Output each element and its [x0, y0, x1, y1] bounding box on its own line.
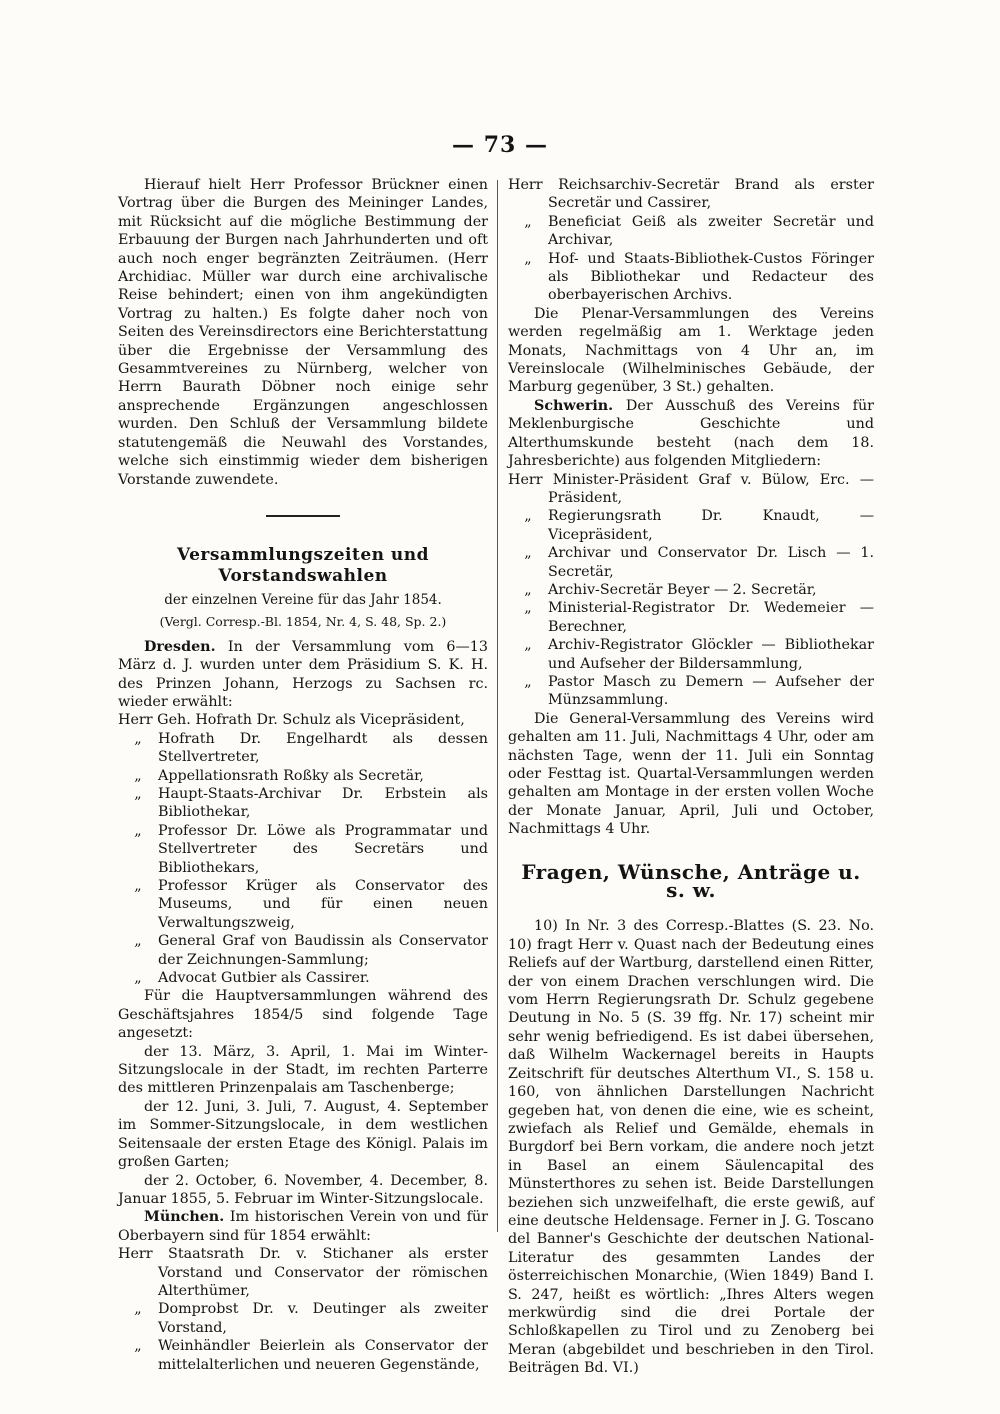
list-item: „ Beneficiat Geiß als zweiter Secretär und Archivar, [508, 213, 874, 250]
list-item: „ Hof- und Staats-Bibliothek-Custos Föringer als Bibliothekar und Redacteur des oberbayerischen Archivs. [508, 250, 874, 305]
ditto-mark: „ [524, 673, 532, 690]
section-divider [266, 515, 340, 517]
list-item: „ Hofrath Dr. Engelhardt als dessen Stellvertreter, [118, 730, 488, 767]
date-entry: der 13. März, 3. April, 1. Mai im Winter-Sitzungslocale in der Stadt, im rechten Parterre des mittleren Prinzenpalais am Taschenberge; [118, 1043, 488, 1097]
dates-list [118, 1043, 488, 1209]
list-item: „ General Graf von Baudissin als Conservator der Zeichnungen-Sammlung; [118, 932, 488, 969]
date-entry: der 12. Juni, 3. Juli, 7. August, 4. September im Sommer-Sitzungslocale, in dem westlichen Seitensaale der ersten Etage des Königl. Palais im großen Garten; [118, 1098, 488, 1171]
city-schwerin: Schwerin. [534, 397, 614, 414]
fragen-section-title: Fragen, Wünsche, Anträge u. s. w. [521, 859, 861, 903]
ditto-mark: „ [524, 581, 532, 598]
left-column [118, 176, 488, 1374]
ditto-mark: „ [134, 730, 142, 747]
list-item: „ Archivar und Conservator Dr. Lisch — 1. Secretär, [508, 544, 874, 581]
list-item: „ Professor Dr. Löwe als Programmatar und Stellvertreter des Secretärs und Bibliothekars, [118, 822, 488, 877]
ditto-mark: „ [134, 822, 142, 839]
list-item: „ Domprobst Dr. v. Deutinger als zweiter Vorstand, [118, 1300, 488, 1337]
date-entry: der 2. October, 6. November, 4. December, 8. Januar 1855, 5. Februar im Winter-Sitzungslocale. [118, 1172, 488, 1207]
muenchen-continued-member: Herr Reichsarchiv-Secretär Brand als erster Secretär und Cassirer, [508, 177, 874, 212]
fragen-paragraph: 10) In Nr. 3 des Corresp.-Blattes (S. 23. No. 10) fragt Herr v. Quast nach der Bedeutung eines Reliefs auf der Wartburg, darstellend einen Ritter, der von einem Drachen verschlungen wird. Die vom Herrn Regierungsrath Dr. Schulz gegebene Deutung in No. 5 (S. 39 ffg. Nr. 17) scheint mir sehr wenig befriedigend. Es ist dabei übersehen, daß Wilhelm Wackernagel bereits in Haupts Zeitschrift für deutsches Alterthum VI., S. 158 u. 160, von ähnlichen Darstellungen Nachricht gegeben hat, von denen die eine, wie es scheint, zwiefach als Relief und Gemälde, ehemals in Burgdorf bei Bern vorkam, die andere noch jetzt in Basel an einem Säulencapital des Münsterthores zu sehen ist. Beide Darstellungen beziehen sich unzweifelhaft, die erste gewiß, auf eine deutsche Heldensage. Ferner in J. G. Toscano del Banner's Geschichte der deutschen National-Literatur des gesammten Landes der österreichischen Monarchie, (Wien 1849) Band I. S. 247, heißt es wörtlich: „Ihres Alters wegen merkwürdig sind die drei Portale der Schloßkapellen zu Tirol und zu Zenoberg bei Meran (abgebildet und beschrieben in den Tirol. Beiträgen Bd. VI.) [508, 918, 874, 1377]
muenchen-first-member: Herr Staatsrath Dr. v. Stichaner als erster Vorstand und Conservator der römischen Alterthümer, [118, 1246, 488, 1299]
plenar-paragraph: Die Plenar-Versammlungen des Vereins werden regelmäßig am 1. Werktage jeden Monats, Nachmittags von 4 Uhr an, im Vereinslocale (Wilhelminisches Gebäude, der Marburg gegenüber, 3 St.) gehalten. [508, 305, 874, 396]
ditto-mark: „ [134, 785, 142, 802]
muenchen-members-list [118, 1300, 488, 1374]
ditto-mark: „ [134, 970, 142, 987]
section-subtitle: der einzelnen Vereine für das Jahr 1854. [164, 591, 442, 608]
ditto-mark: „ [134, 878, 142, 894]
hauptversammlung-paragraph: Für die Hauptversammlungen während des Geschäftsjahres 1854/5 sind folgende Tage angesetzt: [118, 988, 488, 1042]
city-dresden: Dresden. [144, 638, 216, 655]
dresden-first-member: Herr Geh. Hofrath Dr. Schulz als Vicepräsident, [118, 712, 465, 729]
list-item: „ Weinhändler Beierlein als Conservator der mittelalterlichen und neueren Gegenstände, [118, 1337, 488, 1374]
list-item: „ Appellationsrath Roßky als Secretär, [118, 767, 488, 785]
ditto-mark: „ [524, 600, 532, 617]
muenchen-paragraph: München. Im historischen Verein von und für Oberbayern sind für 1854 erwählt: [118, 1209, 488, 1244]
city-muenchen: München. [144, 1209, 225, 1226]
page-number: — 73 — [452, 132, 548, 158]
intro-paragraph: Hierauf hielt Herr Professor Brückner einen Vortrag über die Burgen des Meininger Landes, mit Rücksicht auf die mögliche Bestimmung der Erbauung der Burgen nach Jahrhunderten und oft auch noch enger begränzten Zeiträumen. (Herr Archidiac. Müller war durch eine archivalische Reise behindert; einen von ihm angekündigten Vortrag zu halten.) Es folgte daher noch von Seiten des Vereinsdirectors eine Berichterstattung über die Ergebnisse der Versammlung des Gesammtvereines zu Nürnberg, welcher von Herrn Baurath Döbner noch einige sehr ansprechende Ergänzungen angeschlossen wurden. Den Schluß der Versammlung bildete statutengemäß die Neuwahl des Vorstandes, welche sich einstimmig wieder dem bisherigen Vorstande zuwendete. [118, 177, 488, 488]
list-item: „ Regierungsrath Dr. Knaudt, — Vicepräsident, [508, 507, 874, 544]
section-reference: (Vergl. Corresp.-Bl. 1854, Nr. 4, S. 48, Sp. 2.) [159, 614, 447, 630]
list-item: „ Ministerial-Registrator Dr. Wedemeier — Berechner, [508, 599, 874, 636]
dresden-paragraph: Dresden. In der Versammlung vom 6—13 März d. J. wurden unter dem Präsidium S. K. H. des Prinzen Johann, Herzogs zu Sachsen rc. wieder erwählt: [118, 638, 488, 710]
right-column [508, 176, 874, 1378]
dresden-members-list [118, 730, 488, 988]
ditto-mark: „ [134, 767, 142, 784]
column-divider [497, 180, 498, 1232]
ditto-mark: „ [524, 545, 532, 562]
list-item: „ Advocat Gutbier als Cassirer. [118, 969, 488, 987]
muenchen-members-list-continued [508, 213, 874, 305]
list-item: „ Pastor Masch zu Demern — Aufseher der Münzsammlung. [508, 673, 874, 710]
ditto-mark: „ [134, 1301, 142, 1318]
ditto-mark: „ [524, 637, 532, 654]
section-title: Versammlungszeiten und Vorstandswahlen [176, 544, 430, 586]
schwerin-paragraph: Schwerin. Der Ausschuß des Vereins für Meklenburgische Geschichte und Alterthumskunde besteht (nach dem 18. Jahresberichte) aus folgenden Mitgliedern: [508, 397, 874, 470]
schwerin-first-member: Herr Minister-Präsident Graf v. Bülow, Erc. — Präsident, [508, 471, 874, 506]
list-item: „ Haupt-Staats-Archivar Dr. Erbstein als Bibliothekar, [118, 785, 488, 822]
list-item: „ Archiv-Secretär Beyer — 2. Secretär, [508, 581, 874, 599]
ditto-mark: „ [134, 1338, 142, 1355]
ditto-mark: „ [524, 250, 532, 267]
list-item: „ Archiv-Registrator Glöckler — Bibliothekar und Aufseher der Bildersammlung, [508, 636, 874, 673]
ditto-mark: „ [134, 933, 142, 950]
schwerin-members-list [508, 507, 874, 709]
ditto-mark: „ [524, 508, 532, 525]
general-versammlung-paragraph: Die General-Versammlung des Vereins wird gehalten am 11. Juli, Nachmittags 4 Uhr, oder am nächsten Tage, wenn der 11. Juli ein Sonntag oder Festtag ist. Quartal-Versammlungen werden gehalten am Montage in der ersten vollen Woche der Monate Januar, April, Juli und October, Nachmittags 4 Uhr. [508, 710, 874, 838]
ditto-mark: „ [524, 213, 532, 230]
list-item: „ Professor Krüger als Conservator des Museums, und für einen neuen Verwaltungszweig, [118, 877, 488, 932]
